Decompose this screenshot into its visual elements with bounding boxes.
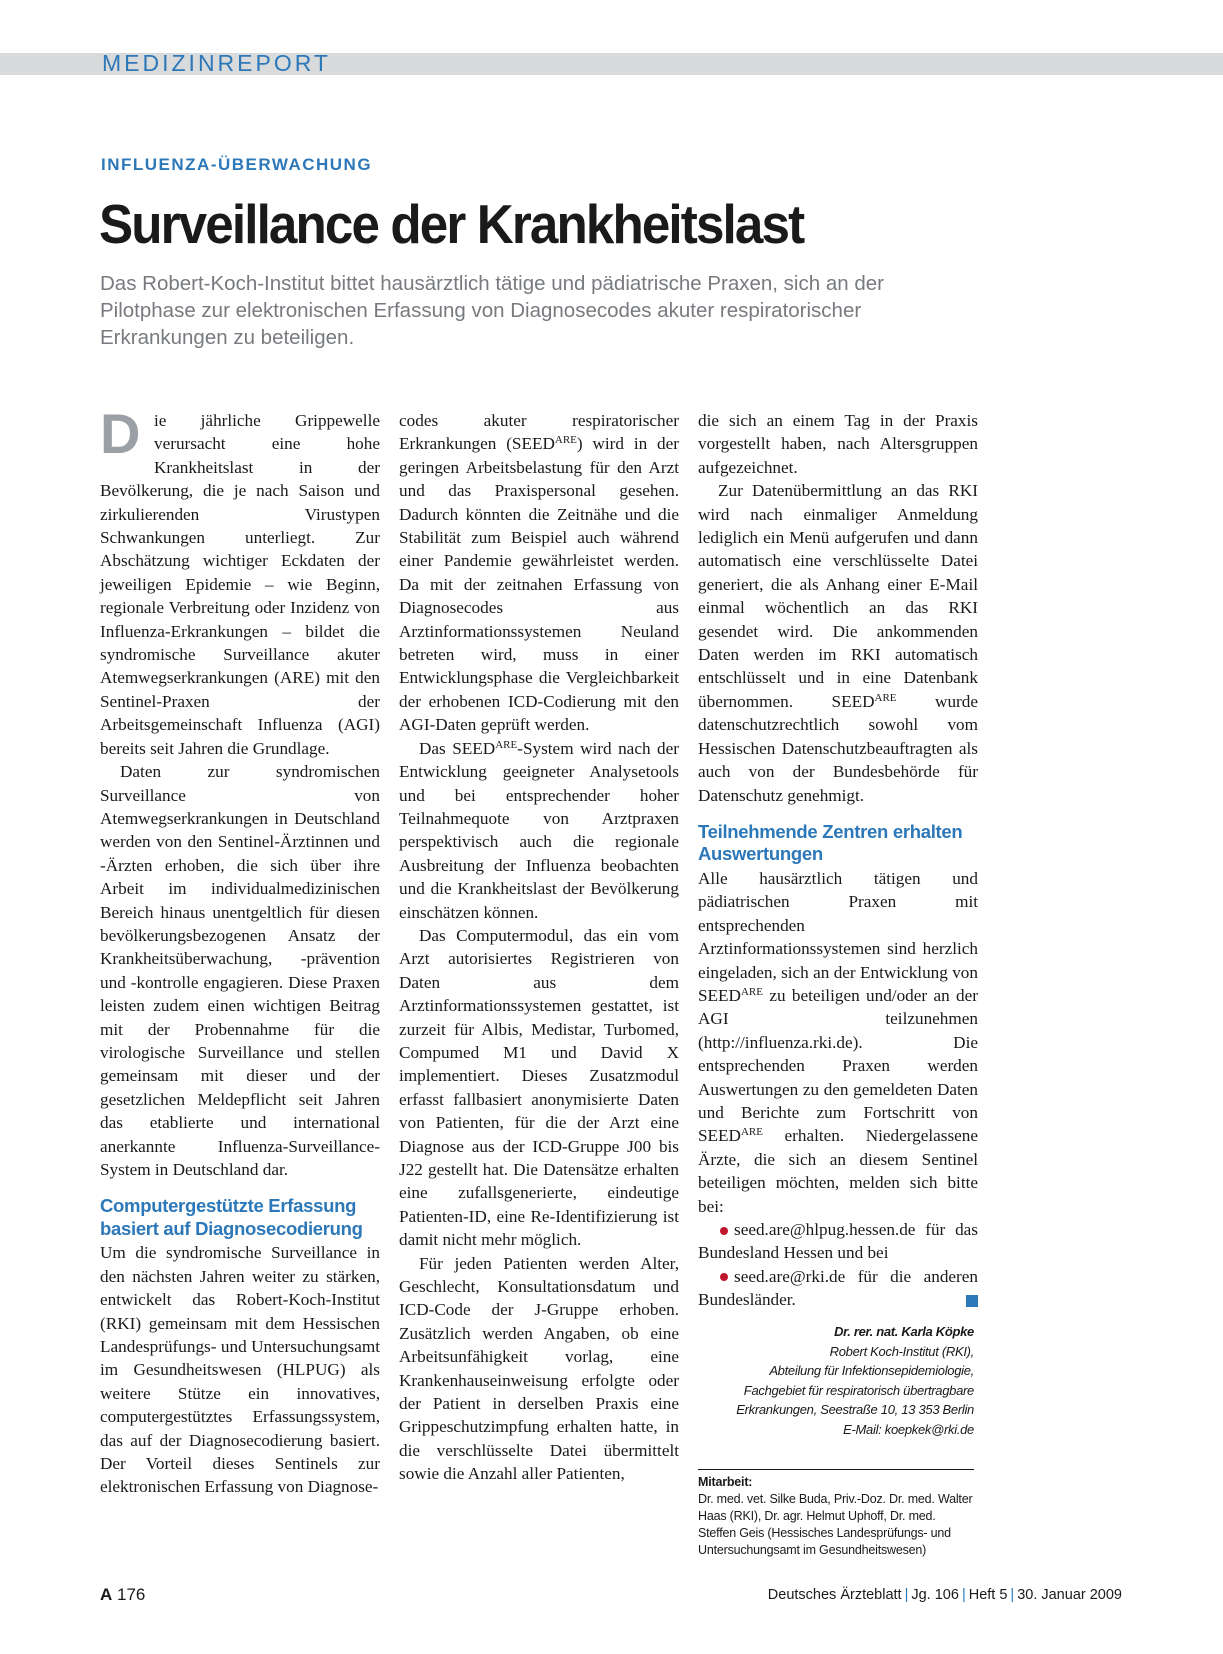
superscript: ARE — [740, 985, 763, 998]
author-name: Dr. rer. nat. Karla Köpke — [834, 1324, 974, 1339]
author-affiliation: Fachgebiet für respiratorisch übertragbare — [743, 1382, 974, 1398]
subheading: Computergestützte Erfassung basiert auf Diagnosecodierung — [100, 1195, 363, 1239]
paragraph-text: zu beteiligen und/oder an der AGI teilzunehmen (http://influenza.rki.de). Die entsprechenden Praxen werden Auswertungen zu den gemeldeten Daten und Berichte zum Fortschritt von SEED — [698, 985, 978, 1146]
page-number — [100, 1585, 145, 1605]
paragraph — [698, 479, 978, 807]
paragraph-text: Das SEED — [419, 738, 496, 758]
page-digits: 176 — [117, 1585, 146, 1604]
paragraph — [100, 402, 380, 760]
footer-separator: | — [1010, 1587, 1015, 1603]
article-kicker: INFLUENZA-ÜBERWACHUNG — [101, 155, 373, 174]
contributors-box — [698, 1469, 974, 1559]
superscript: ARE — [554, 434, 577, 447]
text-column-3 — [698, 409, 978, 1312]
subheading: Teilnehmende Zentren erhalten Auswertungen — [698, 820, 963, 865]
bullet-dot-icon — [720, 1273, 728, 1281]
paragraph: Das Computermodul, das ein vom Arzt autorisiertes Registrieren von Daten aus dem Arztinformationssystemen gestattet, ist zurzeit für Albis, Medistar, Turbomed, Compumed M1 und David X implementiert. Dieses Zusatzmodul erfasst fallbasiert anonymisierte Daten von Patienten, für die der Arzt eine Diagnose aus der ICD-Gruppe J00 bis J22 gestellt hat. Die Datensätze erhalten eine zufallsgenerierte, eindeutige Patienten-ID, eine Re-Identifizierung ist damit nicht mehr möglich. — [399, 925, 679, 1250]
article-lead: Das Robert-Koch-Institut bittet hausärztlich tätige und pädiatrische Praxen, sich an der Pilotphase zur elektronischen Erfassung von Diagnosecodes akuter respiratorischer Erkrankungen zu beteiligen. — [100, 272, 884, 349]
paragraph-text: Alle hausärztlich tätigen und pädiatrischen Praxen mit entsprechenden Arztinformationssystemen sind herzlich eingeladen, sich an der Entwicklung von SEED — [698, 868, 978, 1005]
journal-volume: Jg. 106 — [911, 1587, 959, 1603]
drop-cap: D — [100, 402, 141, 465]
page-letter: A — [100, 1585, 113, 1604]
contributors-title: Mitarbeit: — [698, 1475, 753, 1489]
text-column-1 — [100, 402, 380, 1499]
footer-separator: | — [904, 1587, 909, 1603]
bullet-text: seed.are@hlpug.hessen.de für das Bundesland Hessen und bei — [698, 1220, 978, 1263]
paragraph — [698, 867, 978, 1218]
journal-issue: Heft 5 — [968, 1587, 1008, 1603]
paragraph-text: Zur Datenübermittlung an das RKI wird nach einmaliger Anmeldung lediglich ein Menü aufgerufen und dann automatisch eine verschlüsselte Datei generiert, die als Anhang einer E-Mail einmal wöchentlich an das RKI gesendet wird. Die ankommenden Daten werden im RKI automatisch entschlüsselt und in eine Datenbank übernommen. SEED — [698, 481, 978, 711]
author-affiliation: Abteilung für Infektionsepidemiologie, — [769, 1363, 974, 1378]
bullet-text: seed.are@rki.de für die anderen Bundesländer. — [698, 1266, 978, 1310]
paragraph-text: ie jährliche Grippewelle verursacht eine hohe Krankheitslast in der Bevölkerung, die je nach Saison und zirkulierenden Virustypen Schwankungen unterliegt. Zur Abschätzung wichtiger Eckdaten der jeweiligen Epidemie – wie Beginn, regionale Verbreitung oder Inzidenz von Influenza-Erkrankungen – bildet die syndromische Surveillance akuter Atemwegserkrankungen (ARE) mit den Sentinel-Praxen der Arbeitsgemeinschaft Influenza (AGI) bereits seit Jahren die Grundlage. — [100, 411, 380, 758]
journal-date: 30. Januar 2009 — [1017, 1587, 1122, 1603]
paragraph: Daten zur syndromischen Surveillance von Atemwegserkrankungen in Deutschland werden von den Sentinel-Ärztinnen und -Ärzten erhoben, die sich über ihre Arbeit im individualmedizinischen Bereich hinaus unentgeltlich für diesen bevölkerungsbezogenen Ansatz der Krankheitsüberwachung, -prävention und -kontrolle engagieren. Diese Praxen leisten zudem einen wichtigen Beitrag mit der Probennahme für die virologische Surveillance und stellen gemeinsam mit dieser und der gesetzlichen Meldepflicht seit Jahren das etablierte und international anerkannte Influenza-Surveillance-System in Deutschland dar. — [100, 762, 380, 1179]
paragraph-text: wurde datenschutzrechtlich sowohl vom Hessischen Datenschutzbeauftragten als auch von der Bundesbehörde für Datenschutz genehmigt. — [698, 691, 978, 805]
author-affiliation: Erkrankungen, Seestraße 10, 13 353 Berlin — [736, 1402, 974, 1417]
author-block — [698, 1322, 974, 1439]
bullet-item — [698, 1265, 978, 1312]
end-mark-icon — [966, 1295, 978, 1307]
paragraph-text: codes akuter respiratorischer Erkrankungen (SEED — [399, 411, 679, 454]
bullet-item — [698, 1218, 978, 1265]
section-label: MEDIZINREPORT — [102, 50, 331, 76]
bullet-dot-icon — [720, 1227, 728, 1235]
paragraph-text: ) wird in der geringen Arbeitsbelastung für den Arzt und das Praxispersonal gesehen. Dadurch könnten die Zeitnähe und die Stabilität zum Beispiel auch während einer Pandemie gewährleistet werden. Da mit der zeitnahen Erfassung von Diagnosecodes aus Arztinformationssystemen Neuland betreten wird, muss in einer Entwicklungsphase die Vergleichbarkeit der erhobenen ICD-Codierung mit den AGI-Daten geprüft werden. — [399, 434, 679, 735]
paragraph: Für jeden Patienten werden Alter, Geschlecht, Konsultationsdatum und ICD-Code der J-Gruppe erhoben. Zusätzlich werden Angaben, ob eine Arbeitsunfähigkeit vorlag, eine Krankenhauseinweisung erfolgte oder der Patient in derselben Praxis eine Grippeschutzimpfung erhalten hatte, in die verschlüsselte Datei übermittelt sowie die Anzahl aller Patienten, — [399, 1253, 679, 1484]
paragraph: Um die syndromische Surveillance in den nächsten Jahren weiter zu stärken, entwickelt das Robert-Koch-Institut (RKI) gemeinsam mit dem Hessischen Landesprüfungs- und Untersuchungsamt im Gesundheitswesen (HLPUG) als weitere Stütze ein innovatives, computergestütztes Erfassungssystem, das auf der Diagnosecodierung basiert. Der Vorteil dieses Sentinels zur elektronischen Erfassung von Diagnose- — [100, 1243, 380, 1497]
paragraph — [399, 737, 679, 924]
contributors-text: Dr. med. vet. Silke Buda, Priv.-Doz. Dr. med. Walter Haas (RKI), Dr. agr. Helmut Uphoff, Dr. med. Steffen Geis (Hessisches Landesprüfungs- und Untersuchungsamt im Gesundheitswesen) — [698, 1492, 973, 1557]
paragraph: die sich an einem Tag in der Praxis vorgestellt haben, nach Altersgruppen aufgezeichnet. — [698, 411, 978, 477]
author-affiliation: Robert Koch-Institut (RKI), — [829, 1343, 974, 1359]
paragraph-text: erhalten. Niedergelassene Ärzte, die sich an diesem Sentinel beteiligen möchten, melden sich bitte bei: — [698, 1126, 978, 1216]
journal-name: Deutsches Ärzteblatt — [767, 1587, 902, 1603]
paragraph-text: -System wird nach der Entwicklung geeigneter Analysetools und bei entsprechender hoher Teilnahmequote von Arztpraxen perspektivisch auch die regionale Ausbreitung der Influenza beobachten und die Krankheitslast der Bevölkerung einschätzen können. — [399, 738, 679, 922]
author-email: E-Mail: koepkek@rki.de — [843, 1421, 974, 1437]
footer — [768, 1587, 1122, 1603]
paragraph — [399, 409, 679, 737]
article-headline: Surveillance der Krankheitslast — [99, 193, 804, 255]
text-column-2 — [399, 409, 679, 1486]
footer-separator: | — [961, 1587, 966, 1603]
superscript: ARE — [874, 691, 897, 704]
superscript: ARE — [740, 1126, 763, 1139]
superscript: ARE — [495, 738, 518, 751]
